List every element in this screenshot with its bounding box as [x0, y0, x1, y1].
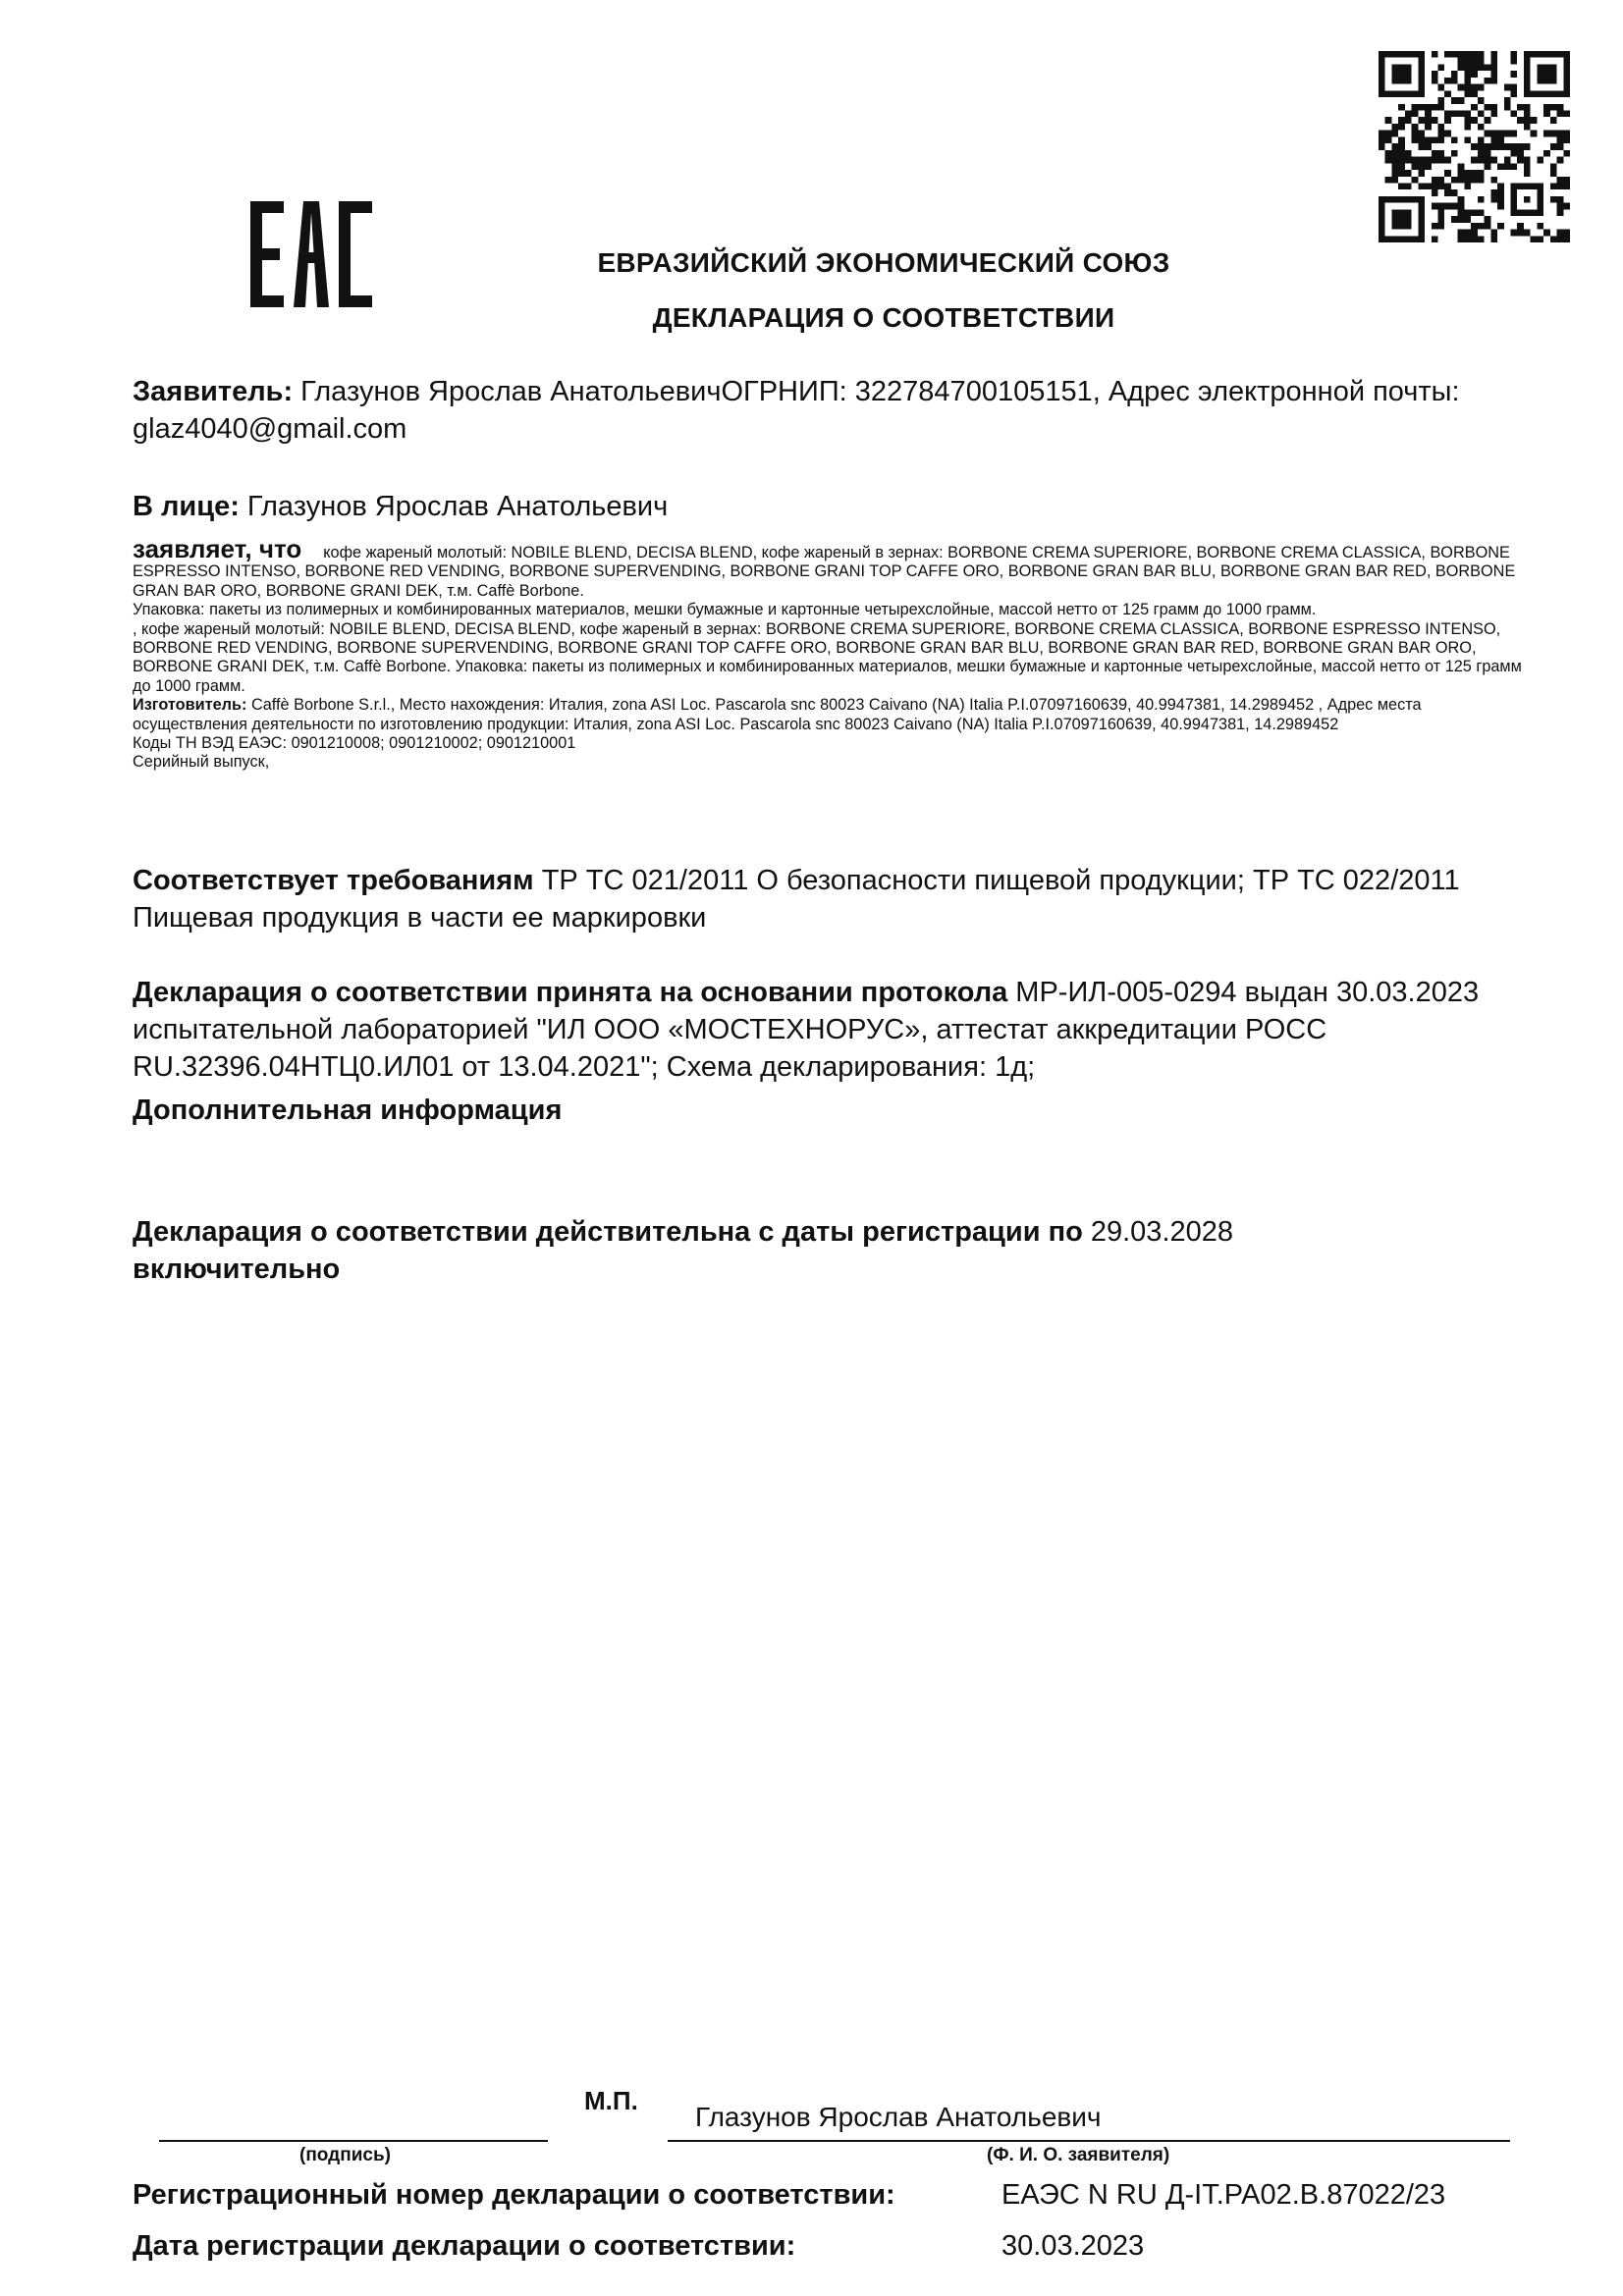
conforms-section [133, 862, 1507, 936]
manufacturer-text: Caffè Borbone S.r.l., Место нахождения: Италия, zona ASI Loc. Pascarola snc 80023 Caivano (NA) Italia P.I.07097160639, 40.9947381, 14.2989452 , Адрес места осуществления деятельности по изготовлению продукции: Италия, zona ASI Loc. Pascarola snc 80023 Caivano (NA) Italia P.I.07097160639, 40.9947381, 14.2989452 [133, 696, 1422, 733]
name-caption: (Ф. И. О. заявителя) [987, 2145, 1170, 2165]
validity-section [133, 1213, 1507, 1288]
applicant-text: Глазунов Ярослав АнатольевичОГРНИП: 322784700105151, Адрес электронной почты: glaz4040@gmail.com [133, 376, 1460, 445]
validity-date: 29.03.2028 [1082, 1216, 1234, 1248]
registration-date: 30.03.2023 [1001, 2230, 1145, 2262]
extra-info-label: Дополнительная информация [133, 1095, 563, 1126]
document-title: ДЕКЛАРАЦИЯ О СООТВЕТСТВИИ [652, 302, 1115, 333]
qr-code [1379, 51, 1570, 242]
validity-label: Декларация о соответствии действительна с даты регистрации по [133, 1216, 1083, 1248]
person-section [133, 488, 1507, 525]
person-label: В лице: [133, 491, 240, 522]
product-description: кофе жареный молотый: NOBILE BLEND, DECISA BLEND, кофе жареный в зернах: BORBONE CREMA SUPERIORE, BORBONE CREMA CLASSICA, BORBONE ESPRESSO INTENSO, BORBONE RED VENDING, BORBONE SUPERVENDING, BORBONE GRANI TOP CAFFE ORO, BORBONE GRAN BAR BLU, BORBONE GRAN BAR RED, BORBONE GRAN BAR ORO, BORBONE GRANI DEK, т.м. Caffè Borbone. [133, 544, 1516, 600]
manufacturer-label: Изготовитель: [133, 696, 247, 715]
name-line [668, 2140, 1510, 2142]
validity-suffix: включительно [133, 1254, 341, 1285]
packaging-description: Упаковка: пакеты из полимерных и комбинированных материалов, мешки бумажные и картонные четырехслойные, массой нетто от 125 грамм до 1000 грамм. [133, 601, 1317, 619]
applicant-signature-name: Глазунов Ярослав Анатольевич [695, 2102, 1102, 2132]
product-description-repeat: , кофе жареный молотый: NOBILE BLEND, DECISA BLEND, кофе жареный в зернах: BORBONE CREMA SUPERIORE, BORBONE CREMA CLASSICA, BORBONE ESPRESSO INTENSO, BORBONE RED VENDING, BORBONE SUPERVENDING, BORBONE GRANI TOP CAFFE ORO, BORBONE GRAN BAR BLU, BORBONE GRAN BAR RED, BORBONE GRAN BAR ORO, BORBONE GRANI DEK, т.м. Caffè Borbone. Упаковка: пакеты из полимерных и комбинированных материалов, мешки бумажные и картонные четырехслойные, массой нетто от 125 грамм до 1000 грамм. [133, 619, 1522, 695]
registration-number-label: Регистрационный номер декларации о соответствии: [133, 2179, 895, 2211]
declares-label: заявляет, что [133, 534, 302, 563]
registration-date-label: Дата регистрации декларации о соответствии: [133, 2230, 796, 2262]
declaration-details [133, 534, 1527, 773]
signature-line [159, 2140, 548, 2142]
registration-number: ЕАЭС N RU Д-IT.РА02.В.87022/23 [1001, 2179, 1446, 2211]
signature-caption: (подпись) [299, 2145, 391, 2165]
applicant-section [133, 373, 1507, 448]
stamp-place-label: М.П. [584, 2086, 638, 2115]
conforms-text: ТР ТС 021/2011 О безопасности пищевой продукции; ТР ТС 022/2011 Пищевая продукция в части ее маркировки [133, 865, 1460, 934]
person-text: Глазунов Ярослав Анатольевич [239, 491, 669, 522]
union-title: ЕВРАЗИЙСКИЙ ЭКОНОМИЧЕСКИЙ СОЮЗ [597, 247, 1170, 278]
basis-text: МР-ИЛ-005-0294 выдан 30.03.2023 испытательной лабораторией "ИЛ ООО «МОСТЕХНОРУС», аттестат аккредитации РОСС RU.32396.04НТЦ0.ИЛ01 от 13.04.2021"; Схема декларирования: 1д; [133, 977, 1480, 1083]
customs-codes: Коды ТН ВЭД ЕАЭС: 0901210008; 0901210002; 0901210001 [133, 734, 576, 753]
basis-section [133, 974, 1507, 1086]
basis-label: Декларация о соответствии принята на основании протокола [133, 977, 1008, 1008]
conforms-label: Соответствует требованиям [133, 865, 534, 896]
applicant-label: Заявитель: [133, 376, 294, 407]
serial-release: Серийный выпуск, [133, 753, 270, 772]
